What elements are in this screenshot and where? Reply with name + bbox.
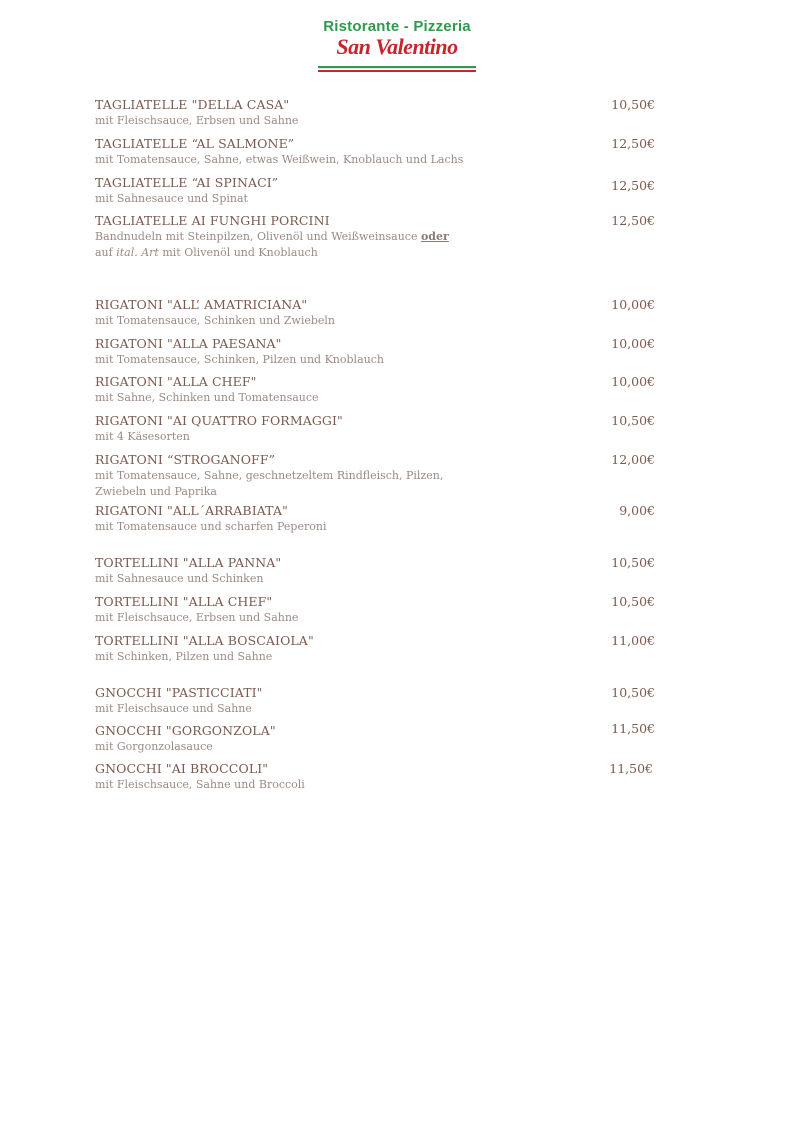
menu-item [95, 296, 655, 329]
menu-item [95, 335, 655, 368]
menu-item [95, 722, 655, 755]
dish-price: 12,50€ [611, 213, 655, 228]
dish-name: RIGATONI "AI QUATTRO FORMAGGI" [95, 413, 343, 428]
dish-description-part: mit Olivenöl und Knoblauch [158, 246, 318, 259]
dish-description-line2: Zwiebeln und Paprika [95, 485, 217, 498]
menu-item [95, 174, 655, 207]
dish-description-italic: ital. Art [116, 246, 159, 259]
dish-price: 11,50€ [609, 761, 653, 776]
logo-red-stripe [318, 70, 476, 72]
dish-description: mit Tomatensauce, Schinken, Pilzen und Knoblauch [95, 353, 384, 366]
menu-item [95, 632, 655, 665]
dish-price: 12,00€ [611, 452, 655, 467]
menu-item [95, 554, 655, 587]
menu-item [95, 96, 655, 129]
dish-description: mit Fleischsauce, Erbsen und Sahne [95, 611, 299, 624]
menu-item [95, 451, 655, 500]
dish-description: mit Sahnesauce und Schinken [95, 572, 264, 585]
dish-price: 11,00€ [611, 633, 655, 648]
menu-item [95, 593, 655, 626]
dish-name: TORTELLINI "ALLA PANNA" [95, 555, 282, 570]
menu-item [95, 135, 655, 168]
menu-item [95, 412, 655, 445]
pasta-menu [95, 96, 655, 793]
dish-name: TAGLIATELLE “AL SALMONE” [95, 136, 295, 151]
dish-name: RIGATONI "ALLA CHEF" [95, 374, 257, 389]
dish-description: mit Tomatensauce, Sahne, geschnetzeltem Rindfleisch, Pilzen, [95, 469, 444, 482]
dish-name: TAGLIATELLE “AI SPINACI” [95, 175, 279, 190]
dish-description: mit Tomatensauce und scharfen Peperoni [95, 520, 327, 533]
dish-name: RIGATONI “STROGANOFF” [95, 452, 276, 467]
menu-item [95, 502, 655, 535]
dish-description: mit Schinken, Pilzen und Sahne [95, 650, 273, 663]
dish-description: mit Gorgonzolasauce [95, 740, 213, 753]
dish-name: RIGATONI "ALL’ AMATRICIANA" [95, 297, 308, 312]
menu-item [95, 684, 655, 717]
dish-price: 12,50€ [611, 136, 655, 151]
logo-script-name: San Valentino [336, 34, 458, 59]
dish-name: GNOCCHI "AI BROCCOLI" [95, 761, 269, 776]
dish-description: mit Tomatensauce, Sahne, etwas Weißwein, Knoblauch und Lachs [95, 153, 464, 166]
dish-description: mit Fleischsauce und Sahne [95, 702, 252, 715]
dish-price: 10,50€ [611, 685, 655, 700]
dish-description-emphasis: oder [420, 230, 449, 243]
dish-price: 12,50€ [611, 178, 655, 193]
dish-description: mit Fleischsauce, Erbsen und Sahne [95, 114, 299, 127]
dish-name: RIGATONI "ALLA PAESANA" [95, 336, 282, 351]
dish-description [95, 229, 655, 261]
dish-price: 10,50€ [611, 413, 655, 428]
dish-description-part: auf [95, 246, 117, 259]
menu-item [95, 373, 655, 406]
dish-description: mit Fleischsauce, Sahne und Broccoli [95, 778, 305, 791]
menu-item [95, 212, 655, 261]
dish-description: mit Tomatensauce, Schinken und Zwiebeln [95, 314, 336, 327]
dish-price: 10,50€ [611, 594, 655, 609]
dish-price: 10,50€ [611, 555, 655, 570]
dish-name: GNOCCHI "GORGONZOLA" [95, 723, 276, 738]
dish-price: 10,50€ [611, 97, 655, 112]
dish-description-part: Bandnudeln mit Steinpilzen, Olivenöl und Weißweinsauce [95, 230, 421, 243]
menu-item [95, 760, 655, 793]
dish-price: 9,00€ [619, 503, 655, 518]
dish-description: mit 4 Käsesorten [95, 430, 190, 443]
dish-description: mit Sahne, Schinken und Tomatensauce [95, 391, 319, 404]
dish-name: RIGATONI "ALL´ARRABIATA" [95, 503, 288, 518]
dish-name: TORTELLINI "ALLA BOSCAIOLA" [95, 633, 314, 648]
logo-subtitle: Ristorante - Pizzeria [323, 18, 471, 35]
restaurant-logo [316, 18, 478, 76]
dish-description: mit Sahnesauce und Spinat [95, 192, 248, 205]
dish-name: TORTELLINI "ALLA CHEF" [95, 594, 273, 609]
dish-price: 11,50€ [611, 721, 655, 736]
dish-price: 10,00€ [611, 336, 655, 351]
dish-name: GNOCCHI "PASTICCIATI" [95, 685, 263, 700]
dish-price: 10,00€ [611, 374, 655, 389]
dish-price: 10,00€ [611, 297, 655, 312]
dish-name: TAGLIATELLE AI FUNGHI PORCINI [95, 213, 330, 228]
dish-name: TAGLIATELLE "DELLA CASA" [95, 97, 290, 112]
